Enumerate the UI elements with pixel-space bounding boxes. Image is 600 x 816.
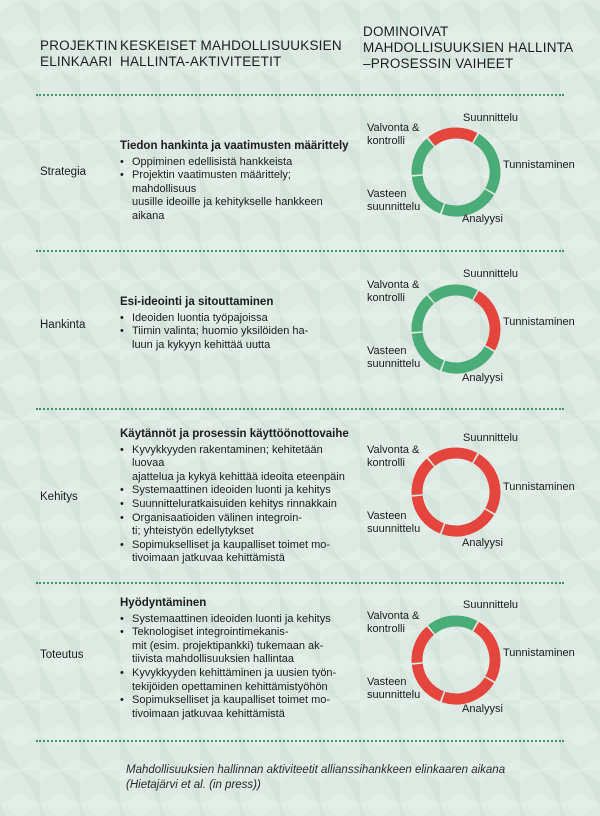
item-text: Teknologiset integrointimekanis- [132,626,289,639]
item-text: Systemaattinen ideoiden luonti ja kehitys [132,612,331,625]
phase-label: Toteutus [40,649,84,661]
activities-list [120,156,350,224]
label-tunnistaminen: Tunnistaminen [503,159,575,171]
caption-line1: Mahdollisuuksien hallinnan aktiviteetit allianssihankkeen elinkaaren aikana [126,764,506,776]
item-text: tivoimaan jatkuvaa kehittämistä [132,707,285,720]
item-text: ajattelua ja kykyä kehittää ideoita eteenpäin [132,470,345,483]
cycle-segment-suunnittelu [432,453,475,462]
label-suunnittelu: Suunnittelu [463,599,519,611]
label-text: Valvonta & [367,122,420,134]
divider [36,408,564,410]
header-activities [120,38,342,70]
item-text: Kyvykkyyden rakentaminen; kehitetään luovaa [132,443,323,470]
list-item [120,694,350,721]
item-text: Projektin vaatimusten määrittely; mahdollisuus [132,169,291,195]
list-item [120,613,350,627]
item-text: Kyvykkyyden kehittäminen ja uusien työn- [132,666,337,679]
label-text: suunnittelu [367,201,421,213]
label-vasteen [367,188,420,214]
cycle-ring [410,126,502,218]
list-item [120,169,350,223]
cycle-segment-suunnittelu [432,621,475,630]
label-text: suunnittelu [367,689,421,701]
list-item [120,484,350,498]
label-text: kontrolli [367,623,405,635]
caption-line2: (Hietajärvi et al. (in press)) [126,779,261,791]
cycle-segment-analyysi [443,680,489,699]
cycle-ring [410,446,502,538]
list-item [120,312,350,326]
item-text: tekijöiden opettaminen kehittämistyöhön [132,680,328,693]
cycle-segment-tunnistaminen [476,459,495,511]
item-text: Oppiminen edellisistä hankkeista [132,155,293,168]
header-phases-line1: DOMINOIVAT [363,24,449,39]
item-text: Suunnitteluratkaisuiden kehitys rinnakkain [132,497,337,510]
header-lifecycle-line2: ELINKAARI [40,54,113,69]
divider [36,250,564,252]
item-text: luun ja kykyyn kehittää uutta [132,338,271,351]
cycle-segment-vasteen [417,333,442,365]
activities-list [120,444,350,566]
label-tunnistaminen: Tunnistaminen [503,481,575,493]
label-analyysi: Analyysi [462,703,503,715]
cycle-segment-suunnittelu [432,290,475,299]
label-text: kontrolli [367,135,405,147]
list-item [120,539,350,566]
divider [36,582,564,584]
cycle-ring [410,283,502,375]
item-text: tivoimaan jatkuvaa kehittämistä [132,552,285,565]
label-valvonta [367,444,419,470]
list-item [120,667,350,694]
activities-title: Tiedon hankinta ja vaatimusten määrittely [120,140,349,152]
divider [36,94,564,96]
label-text: suunnittelu [367,523,421,535]
activities-title: Käytännöt ja prosessin käyttöönottovaihe [120,428,349,440]
label-text: kontrolli [367,457,405,469]
label-vasteen [367,510,420,536]
label-text: Vasteen [367,676,407,688]
cycle-segment-analyysi [443,192,489,211]
item-text: tiivista mahdollisuuksien hallintaa [132,653,295,666]
cycle-segment-analyysi [443,512,489,531]
list-item [120,156,350,170]
activities-block [120,140,350,224]
figure-caption [126,763,546,793]
label-analyysi: Analyysi [462,213,503,225]
label-valvonta [367,122,419,148]
activities-block [120,597,350,721]
label-vasteen [367,345,420,371]
cycle-segment-vasteen [417,496,442,528]
label-text: kontrolli [367,292,405,304]
item-text: Systemaattinen ideoiden luonti ja kehitys [132,484,331,497]
activities-title: Esi-ideointi ja sitouttaminen [120,296,274,308]
phase-label: Hankinta [40,319,86,331]
cycle-segment-analyysi [443,349,489,368]
list-item [120,444,350,485]
header-phases-line2: MAHDOLLISUUKSIEN HALLINTA [363,40,574,55]
activities-title: Hyödyntäminen [120,597,207,609]
cycle-segment-vasteen [417,176,442,208]
label-analyysi: Analyysi [462,372,503,384]
label-text: Valvonta & [367,610,420,622]
divider [36,740,564,742]
label-suunnittelu: Suunnittelu [463,432,519,444]
activities-block [120,428,350,566]
item-text: Sopimukselliset ja kaupalliset toimet mo- [132,538,331,551]
item-text: uusille ideoille ja kehitykselle hankkeen aikana [132,196,323,222]
activities-list [120,613,350,722]
item-text: ti; yhteistyön edellytykset [132,525,254,538]
label-tunnistaminen: Tunnistaminen [503,316,575,328]
cycle-segment-suunnittelu [432,133,475,142]
item-text: Ideoiden luontia työpajoissa [132,311,268,324]
list-item [120,626,350,667]
label-analyysi: Analyysi [462,537,503,549]
header-activities-line2: HALLINTA-AKTIVITEETIT [120,54,282,69]
header-phases-line3: –PROSESSIN VAIHEET [363,56,514,71]
list-item [120,498,350,512]
item-text: Sopimukselliset ja kaupalliset toimet mo- [132,694,331,707]
label-text: Vasteen [367,345,407,357]
label-valvonta [367,279,419,305]
item-text: Tiimin valinta; huomio yksilöiden ha- [132,325,309,338]
label-vasteen [367,676,420,702]
cycle-segment-tunnistaminen [476,139,495,191]
label-text: Vasteen [367,188,407,200]
label-suunnittelu: Suunnittelu [463,112,519,124]
label-text: Valvonta & [367,279,420,291]
label-text: suunnittelu [367,358,421,370]
header-process-phases [363,24,573,72]
label-tunnistaminen: Tunnistaminen [503,647,575,659]
label-suunnittelu: Suunnittelu [463,268,519,280]
label-text: Valvonta & [367,444,420,456]
list-item [120,512,350,539]
activities-list [120,312,350,353]
label-text: Vasteen [367,510,407,522]
item-text: Organisaatioiden välinen integroin- [132,511,302,524]
cycle-segment-vasteen [417,664,442,696]
item-text: mit (esim. projektipankki) tukemaan ak- [132,639,324,652]
label-valvonta [367,610,419,636]
cycle-segment-tunnistaminen [476,296,495,348]
phase-label: Strategia [40,166,87,178]
cycle-ring [410,614,502,706]
header-activities-line1: KESKEISET MAHDOLLISUUKSIEN [120,38,342,53]
list-item [120,325,350,352]
phase-label: Kehitys [40,491,78,503]
header-lifecycle-line1: PROJEKTIN [40,38,118,53]
cycle-segment-tunnistaminen [476,627,495,679]
header-lifecycle [40,38,118,70]
activities-block [120,296,350,352]
